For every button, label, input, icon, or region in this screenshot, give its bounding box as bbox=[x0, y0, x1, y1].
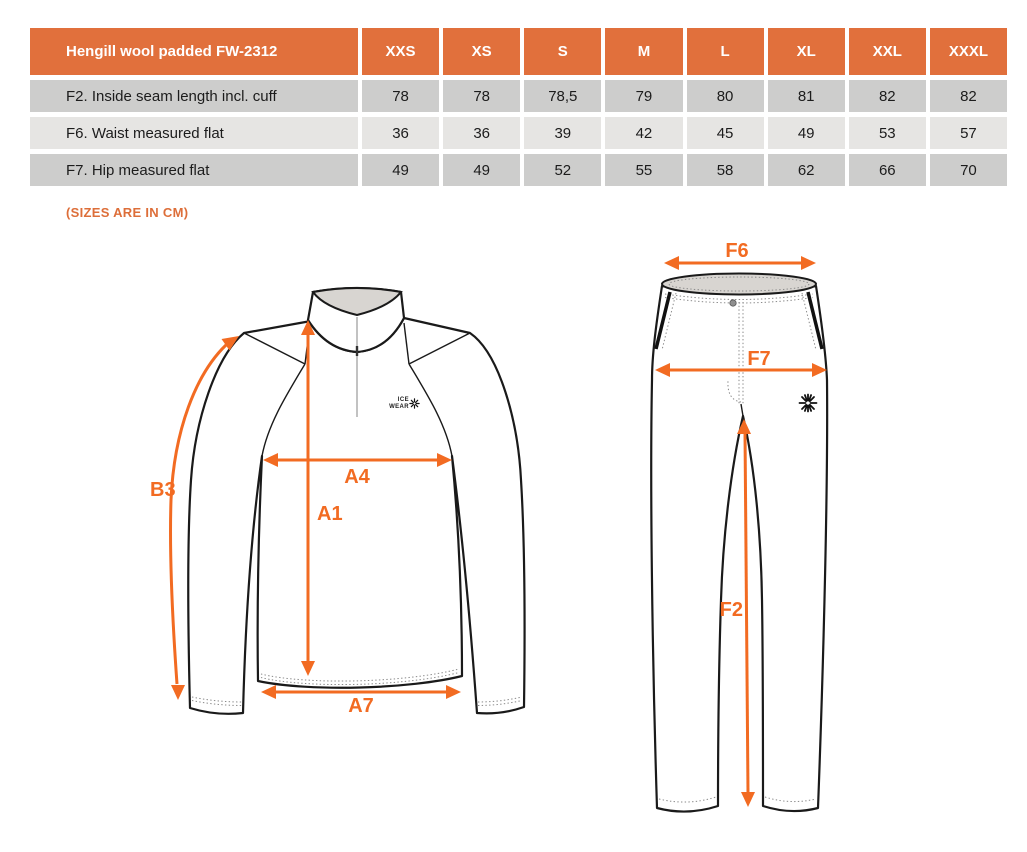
pants-body bbox=[651, 286, 827, 812]
size-value-cell: 80 bbox=[687, 80, 764, 112]
b3-label: B3 bbox=[150, 479, 176, 501]
size-value-cell: 36 bbox=[443, 117, 520, 149]
size-value-cell: 62 bbox=[768, 154, 845, 186]
size-value-cell: 52 bbox=[524, 154, 601, 186]
size-value-cell: 79 bbox=[605, 80, 682, 112]
row-label-f6: F6. Waist measured flat bbox=[30, 117, 358, 149]
col-header-xxl: XXL bbox=[849, 28, 926, 75]
size-value-cell: 58 bbox=[687, 154, 764, 186]
size-value-cell: 66 bbox=[849, 154, 926, 186]
size-value-cell: 78 bbox=[362, 80, 439, 112]
col-header-l: L bbox=[687, 28, 764, 75]
col-header-xs: XS bbox=[443, 28, 520, 75]
logo-text-ice: ICE bbox=[397, 397, 409, 403]
f6-label: F6 bbox=[725, 240, 749, 262]
size-value-cell: 55 bbox=[605, 154, 682, 186]
size-value-cell: 49 bbox=[362, 154, 439, 186]
size-value-cell: 39 bbox=[524, 117, 601, 149]
a7-label: A7 bbox=[348, 695, 374, 717]
waist-button bbox=[730, 300, 736, 306]
f2-label: F2 bbox=[719, 599, 743, 621]
size-value-cell: 81 bbox=[768, 80, 845, 112]
size-value-cell: 82 bbox=[849, 80, 926, 112]
a4-label: A4 bbox=[344, 466, 370, 488]
pants-drawing bbox=[651, 240, 827, 812]
col-header-xxs: XXS bbox=[362, 28, 439, 75]
units-note: (SIZES ARE IN CM) bbox=[66, 205, 189, 220]
logo-text-wear: WEAR bbox=[389, 404, 409, 410]
size-value-cell: 57 bbox=[930, 117, 1007, 149]
row-label-f7: F7. Hip measured flat bbox=[30, 154, 358, 186]
size-value-cell: 78 bbox=[443, 80, 520, 112]
size-value-cell: 49 bbox=[443, 154, 520, 186]
col-header-xxxl: XXXL bbox=[930, 28, 1007, 75]
size-value-cell: 53 bbox=[849, 117, 926, 149]
col-header-s: S bbox=[524, 28, 601, 75]
size-value-cell: 49 bbox=[768, 117, 845, 149]
col-header-xl: XL bbox=[768, 28, 845, 75]
size-value-cell: 78,5 bbox=[524, 80, 601, 112]
f7-label: F7 bbox=[747, 348, 771, 370]
size-value-cell: 45 bbox=[687, 117, 764, 149]
size-value-cell: 70 bbox=[930, 154, 1007, 186]
sweater-drawing bbox=[150, 288, 525, 717]
size-value-cell: 82 bbox=[930, 80, 1007, 112]
a1-label: A1 bbox=[317, 503, 343, 525]
col-header-m: M bbox=[605, 28, 682, 75]
size-value-cell: 36 bbox=[362, 117, 439, 149]
row-label-f2: F2. Inside seam length incl. cuff bbox=[30, 80, 358, 112]
table-product-header: Hengill wool padded FW-2312 bbox=[30, 28, 358, 75]
size-value-cell: 42 bbox=[605, 117, 682, 149]
